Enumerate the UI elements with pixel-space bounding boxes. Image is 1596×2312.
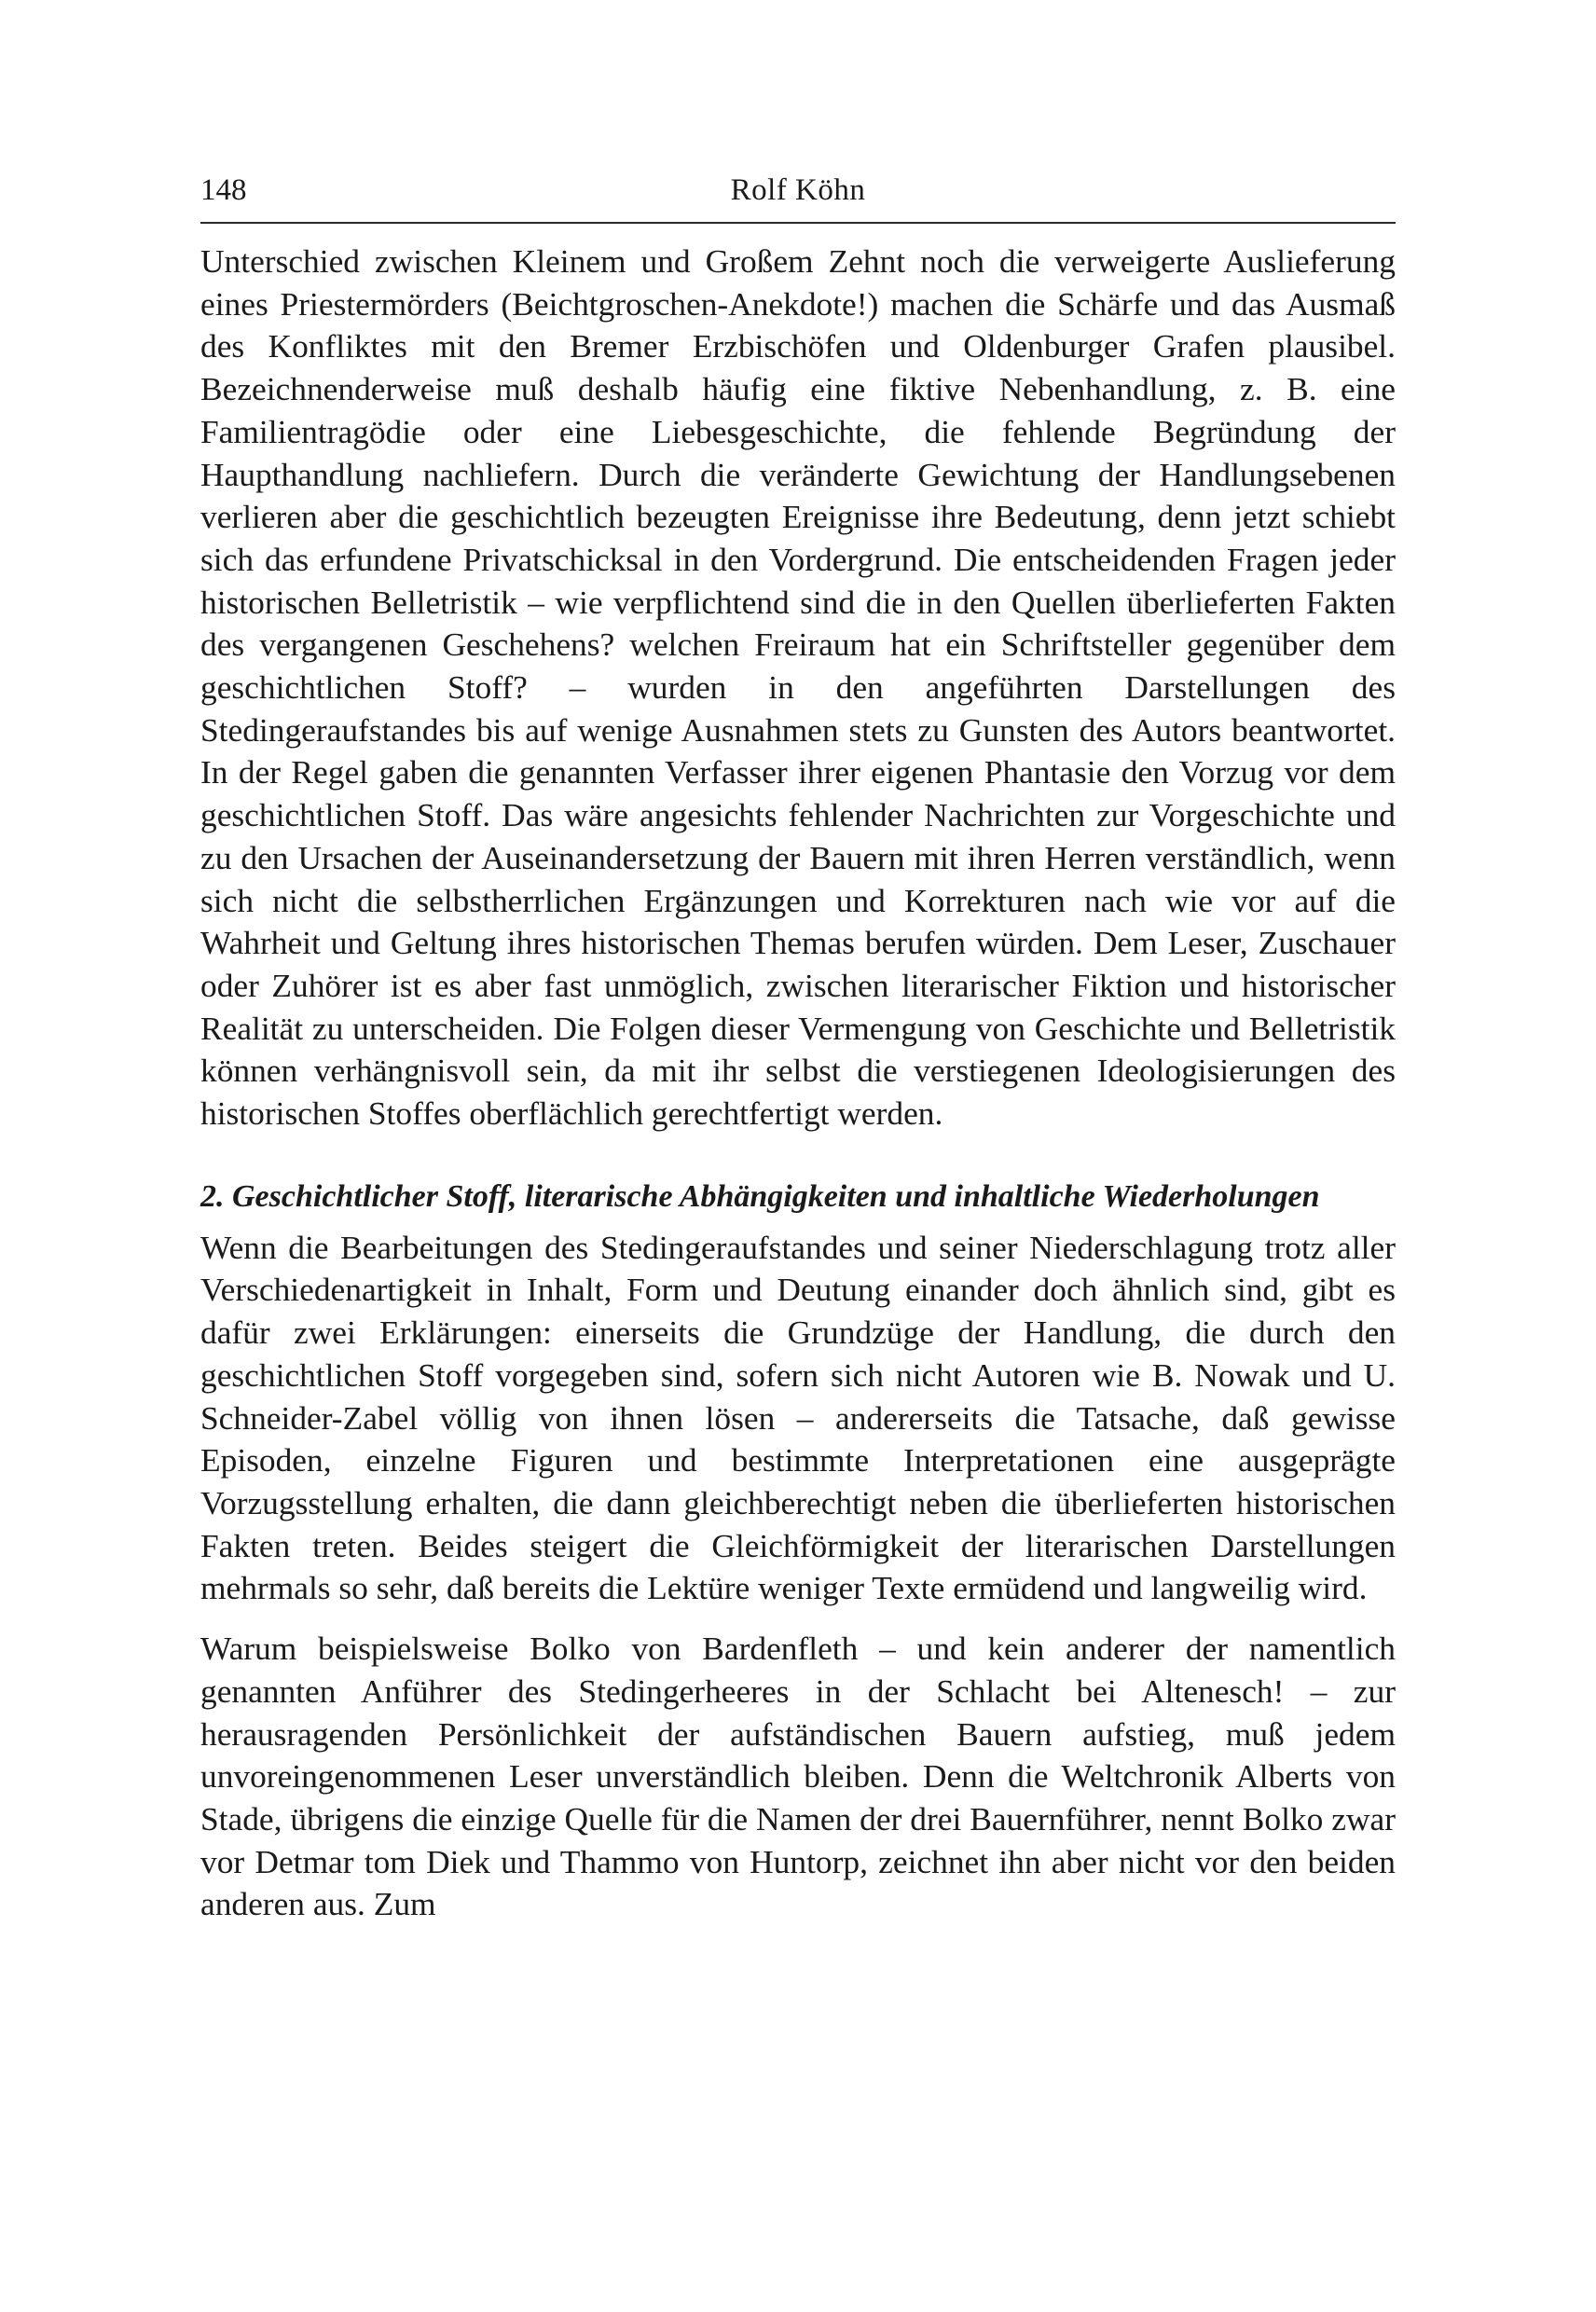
page-number: 148 [200,173,247,207]
section-heading: 2. Geschichtlicher Stoff, literarische Abhängigkeiten und inhaltliche Wiederholungen [200,1178,1320,1214]
running-title: Rolf Köhn [730,173,866,207]
paragraph-section-intro: Wenn die Bearbeitungen des Stedingeraufstandes und seiner Niederschlagung trotz aller Verschiedenartigkeit in Inhalt, Form und Deutung einander doch ähnlich sind, gibt es dafür zwei Erklärungen: einerseits die Grundzüge der Handlung, die durch den geschichtlichen Stoff vorgegeben sind, sofern sich nicht Autoren wie B. Nowak und U. Schneider-Zabel völlig von ihnen lösen – andererseits die Tatsache, daß gewisse Episoden, einzelne Figuren und bestimmte Interpretationen eine ausgeprägte Vorzugsstellung erhalten, die dann gleichberechtigt neben die überlieferten historischen Fakten treten. Beides steigert die Gleichförmigkeit der literarischen Darstellungen mehrmals so sehr, daß bereits die Lektüre weniger Texte ermüdend und langweilig wird. [200,1228,1396,1607]
header-rule [200,222,1396,224]
paragraph-bolko: Warum beispielsweise Bolko von Bardenfleth – und kein anderer der namentlich genannten Anführer des Stedingerheeres in der Schlacht bei Altenesch! – zur herausragenden Persönlichkeit der aufständischen Bauern aufstieg, muß jedem unvoreingenommenen Leser unverständlich bleiben. Denn die Weltchronik Alberts von Stade, übrigens die einzige Quelle für die Namen der drei Bauernführer, nennt Bolko zwar vor Detmar tom Diek und Thammo von Huntorp, zeichnet ihn aber nicht vor den beiden anderen aus. Zum [200,1630,1396,1923]
body-text [200,241,1396,1926]
running-head [200,164,1396,220]
paragraph-continuation: Unterschied zwischen Kleinem und Großem Zehnt noch die verweigerte Auslieferung eines Priestermörders (Beichtgroschen-Anekdote!) machen die Schärfe und das Ausmaß des Konfliktes mit den Bremer Erzbischöfen und Oldenburger Grafen plausibel. Bezeichnenderweise muß deshalb häufig eine fiktive Nebenhandlung, z. B. eine Familientragödie oder eine Liebesgeschichte, die fehlende Begründung der Haupthandlung nachliefern. Durch die veränderte Gewichtung der Handlungsebenen verlieren aber die geschichtlich bezeugten Ereignisse ihre Bedeutung, denn jetzt schiebt sich das erfundene Privatschicksal in den Vordergrund. Die entscheidenden Fragen jeder historischen Belletristik – wie verpflichtend sind die in den Quellen überlieferten Fakten des vergangenen Geschehens? welchen Freiraum hat ein Schriftsteller gegenüber dem geschichtlichen Stoff? – wurden in den angeführten Darstellungen des Stedingeraufstandes bis auf wenige Ausnahmen stets zu Gunsten des Autors beantwortet. In der Regel gaben die genannten Verfasser ihrer eigenen Phantasie den Vorzug vor dem geschichtlichen Stoff. Das wäre angesichts fehlender Nachrichten zur Vorgeschichte und zu den Ursachen der Auseinandersetzung der Bauern mit ihren Herren verständlich, wenn sich nicht die selbstherrlichen Ergänzungen und Korrekturen nach wie vor auf die Wahrheit und Geltung ihres historischen Themas berufen würden. Dem Leser, Zuschauer oder Zuhörer ist es aber fast unmöglich, zwischen literarischer Fiktion und historischer Realität zu unterscheiden. Die Folgen dieser Vermengung von Geschichte und Belletristik können verhängnisvoll sein, da mit ihr selbst die verstiegenen Ideologisierungen des historischen Stoffes oberflächlich gerechtfertigt werden. [200,242,1396,1133]
